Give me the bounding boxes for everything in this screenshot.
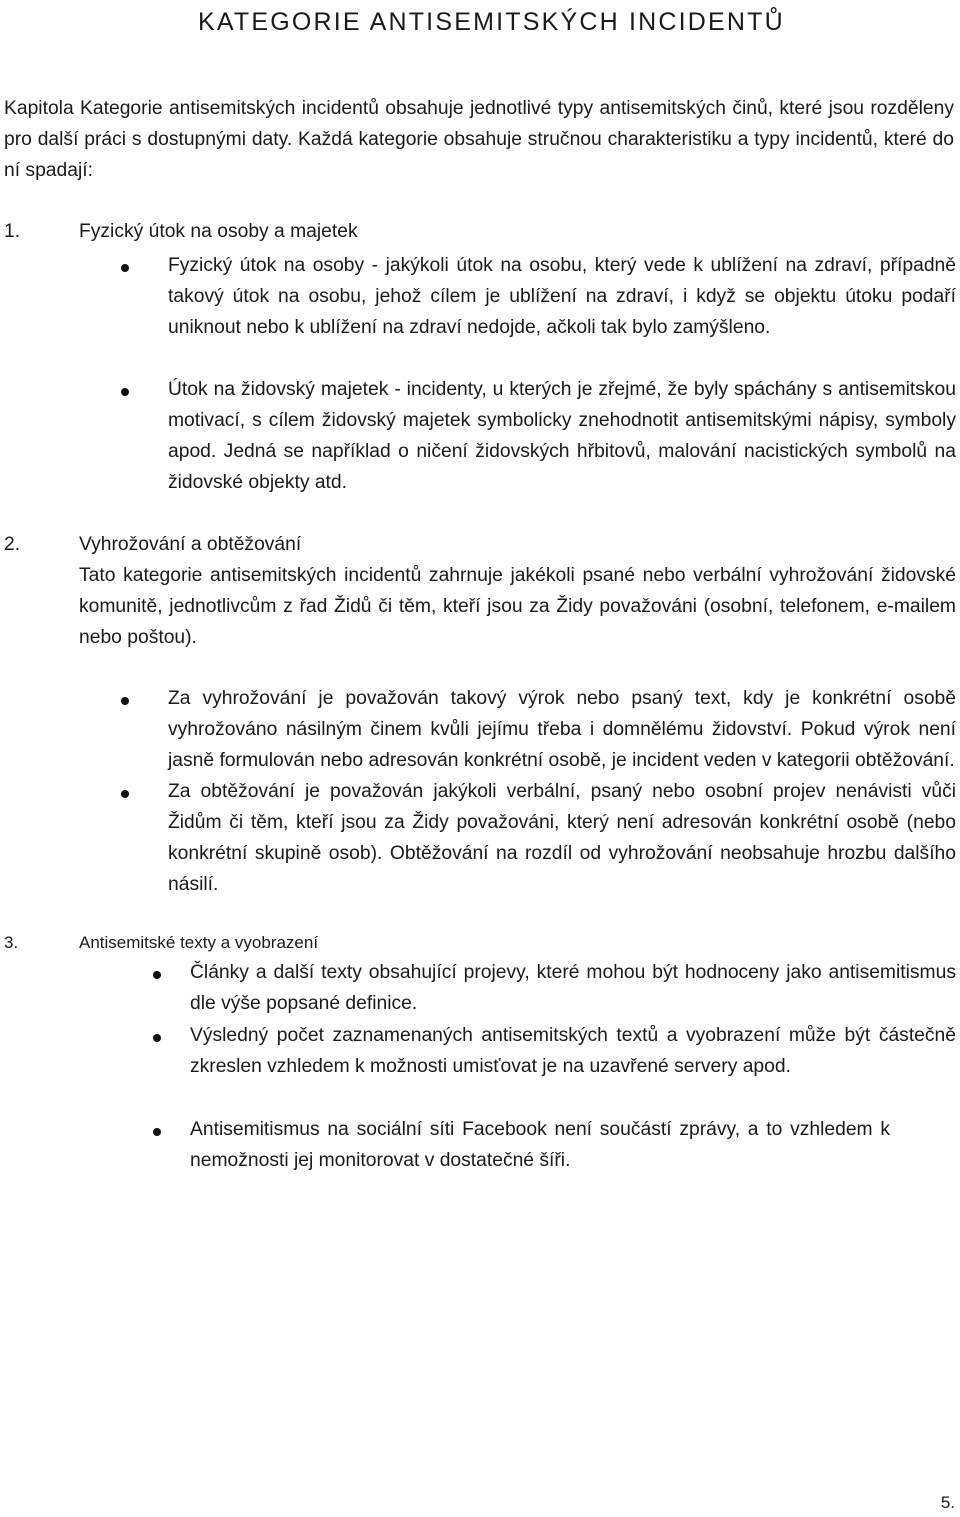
list-item <box>190 1114 890 1176</box>
list-item <box>190 957 956 1019</box>
section-2-paragraph: Tato kategorie antisemitských incidentů zahrnuje jakékoli psané nebo verbální vyhrožování židovské komunitě, jednotlivcům z řad Židů či těm, kteří jsou za Židy považováni (osobní, telefonem, e-mailem nebo poštou). <box>79 565 956 648</box>
bullet-text: Za obtěžování je považován jakýkoli verbální, psaný nebo osobní projev nenávisti vůči Židům či těm, kteří jsou za Židy považováni, který není adresován konkrétní osobě (nebo konkrétní skupině osob). Obtěžování na rozdíl od vyhrožování neobsahuje hrozbu dalšího násilí. <box>168 781 956 895</box>
section-1-number: 1. <box>4 221 21 242</box>
page-number: 5. <box>940 1493 955 1512</box>
bullet-icon <box>121 790 129 798</box>
list-item <box>168 374 956 498</box>
bullet-icon <box>153 971 161 979</box>
bullet-icon <box>153 1034 161 1042</box>
intro-paragraph: Kapitola Kategorie antisemitských incidentů obsahuje jednotlivé typy antisemitských činů, které jsou rozděleny pro další práci s dostupnými daty. Každá kategorie obsahuje stručnou charakteristiku a typy incidentů, které do ní spadají: <box>4 98 954 181</box>
bullet-icon <box>121 264 129 272</box>
list-item <box>168 250 956 343</box>
bullet-text: Antisemitismus na sociální síti Facebook není součástí zprávy, a to vzhledem k nemožnosti jej monitorovat v dostatečné šíři. <box>190 1119 890 1171</box>
section-1-title: Fyzický útok na osoby a majetek <box>79 221 358 242</box>
bullet-text: Útok na židovský majetek - incidenty, u kterých je zřejmé, že byly spáchány s antisemitskou motivací, s cílem židovský majetek symbolicky znehodnotit antisemitskými nápisy, symboly apod. Jedná se například o ničení židovských hřbitovů, malování nacistických symbolů na židovské objekty atd. <box>168 379 956 493</box>
page-title: KATEGORIE ANTISEMITSKÝCH INCIDENTŮ <box>198 8 785 36</box>
section-3-title: Antisemitské texty a vyobrazení <box>79 933 319 952</box>
section-2-title: Vyhrožování a obtěžování <box>79 534 302 555</box>
list-item <box>168 776 956 900</box>
bullet-text: Za vyhrožování je považován takový výrok nebo psaný text, kdy je konkrétní osobě vyhrožováno násilným činem kvůli jejímu třeba i domnělému židovství. Pokud výrok není jasně formulován nebo adresován konkrétní osobě, je incident veden v kategorii obtěžování. <box>168 688 956 771</box>
bullet-icon <box>153 1128 161 1136</box>
list-item <box>168 683 956 776</box>
list-item <box>190 1020 956 1082</box>
bullet-text: Fyzický útok na osoby - jakýkoli útok na osobu, který vede k ublížení na zdraví, případně takový útok na osobu, jehož cílem je ublížení na zdraví, i když se objektu útoku podaří uniknout nebo k ublížení na zdraví nedojde, ačkoli tak bylo zamýšleno. <box>168 255 956 338</box>
section-2-number: 2. <box>4 534 21 555</box>
bullet-icon <box>121 388 129 396</box>
section-3-number: 3. <box>4 933 19 952</box>
bullet-text: Články a další texty obsahující projevy, které mohou být hodnoceny jako antisemitismus dle výše popsané definice. <box>190 962 956 1014</box>
bullet-text: Výsledný počet zaznamenaných antisemitských textů a vyobrazení může být částečně zkreslen vzhledem k možnosti umisťovat je na uzavřené servery apod. <box>190 1025 956 1077</box>
bullet-icon <box>121 697 129 705</box>
